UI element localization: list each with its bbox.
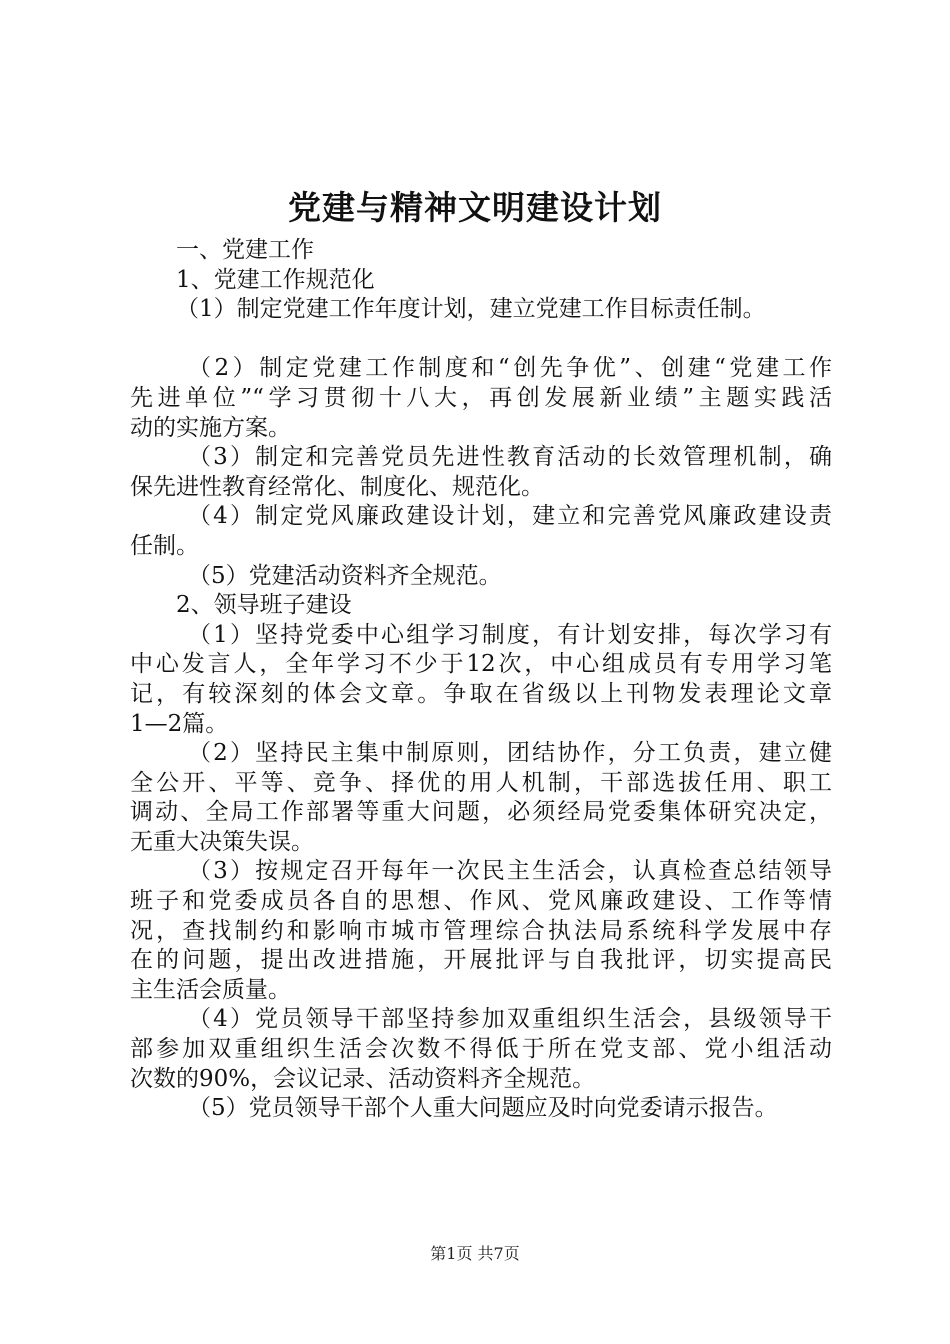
document-body [130,236,832,1124]
text-line: 调动、全局工作部署等重大问题，必须经局党委集体研究决定， [130,799,832,826]
text-line: （1）制定党建工作年度计划，建立党建工作目标责任制。 [176,296,766,323]
text-line: 全公开、平等、竞争、择优的用人机制，干部选拔任用、职工 [130,769,832,796]
text-line: 部参加双重组织生活会次数不得低于所在党支部、党小组活动 [130,1036,832,1063]
text-line: 记，有较深刻的体会文章。争取在省级以上刊物发表理论文章 [130,680,832,707]
text-line: 在的问题，提出改进措施，开展批评与自我批评，切实提高民 [130,947,832,974]
text-line: （4）党员领导干部坚持参加双重组织生活会，县级领导干 [188,1006,832,1033]
text-line: （5）党员领导干部个人重大问题应及时向党委请示报告。 [188,1095,778,1122]
text-line: （2）制定党建工作制度和“创先争优”、创建“党建工作 [188,355,832,382]
text-line: 动的实施方案。 [130,414,291,441]
text-line: （4）制定党风廉政建设计划，建立和完善党风廉政建设责 [188,503,832,530]
section-heading: 一、党建工作 [176,237,314,263]
text-line: 先进单位”“学习贯彻十八大，再创发展新业绩”主题实践活 [130,384,832,411]
text-line: 无重大决策失误。 [130,828,314,855]
document-title: 党建与精神文明建设计划 [288,188,662,227]
text-line: （3）按规定召开每年一次民主生活会，认真检查总结领导 [188,858,832,885]
text-line: 况，查找制约和影响市城市管理综合执法局系统科学发展中存 [130,917,832,944]
text-line: （1）坚持党委中心组学习制度，有计划安排，每次学习有 [188,621,832,648]
text-line: 保先进性教育经常化、制度化、规范化。 [130,473,544,500]
text-line: 班子和党委成员各自的思想、作风、党风廉政建设、工作等情 [130,888,832,915]
page-number-footer: 第1页 共7页 [430,1244,520,1263]
text-line: 次数的90%，会议记录、活动资料齐全规范。 [130,1065,596,1092]
text-line: （5）党建活动资料齐全规范。 [188,562,502,589]
text-line: 任制。 [130,532,199,559]
text-line: 1—2篇。 [130,710,229,737]
text-line: （3）制定和完善党员先进性教育活动的长效管理机制，确 [188,444,832,471]
text-line: （2）坚持民主集中制原则，团结协作，分工负责，建立健 [188,740,832,767]
subsection-heading: 1、党建工作规范化 [176,266,375,293]
subsection-heading: 2、领导班子建设 [176,592,352,619]
text-line: 主生活会质量。 [130,976,291,1003]
blank-line [130,325,832,355]
text-line: 中心发言人，全年学习不少于12次，中心组成员有专用学习笔 [130,651,832,678]
